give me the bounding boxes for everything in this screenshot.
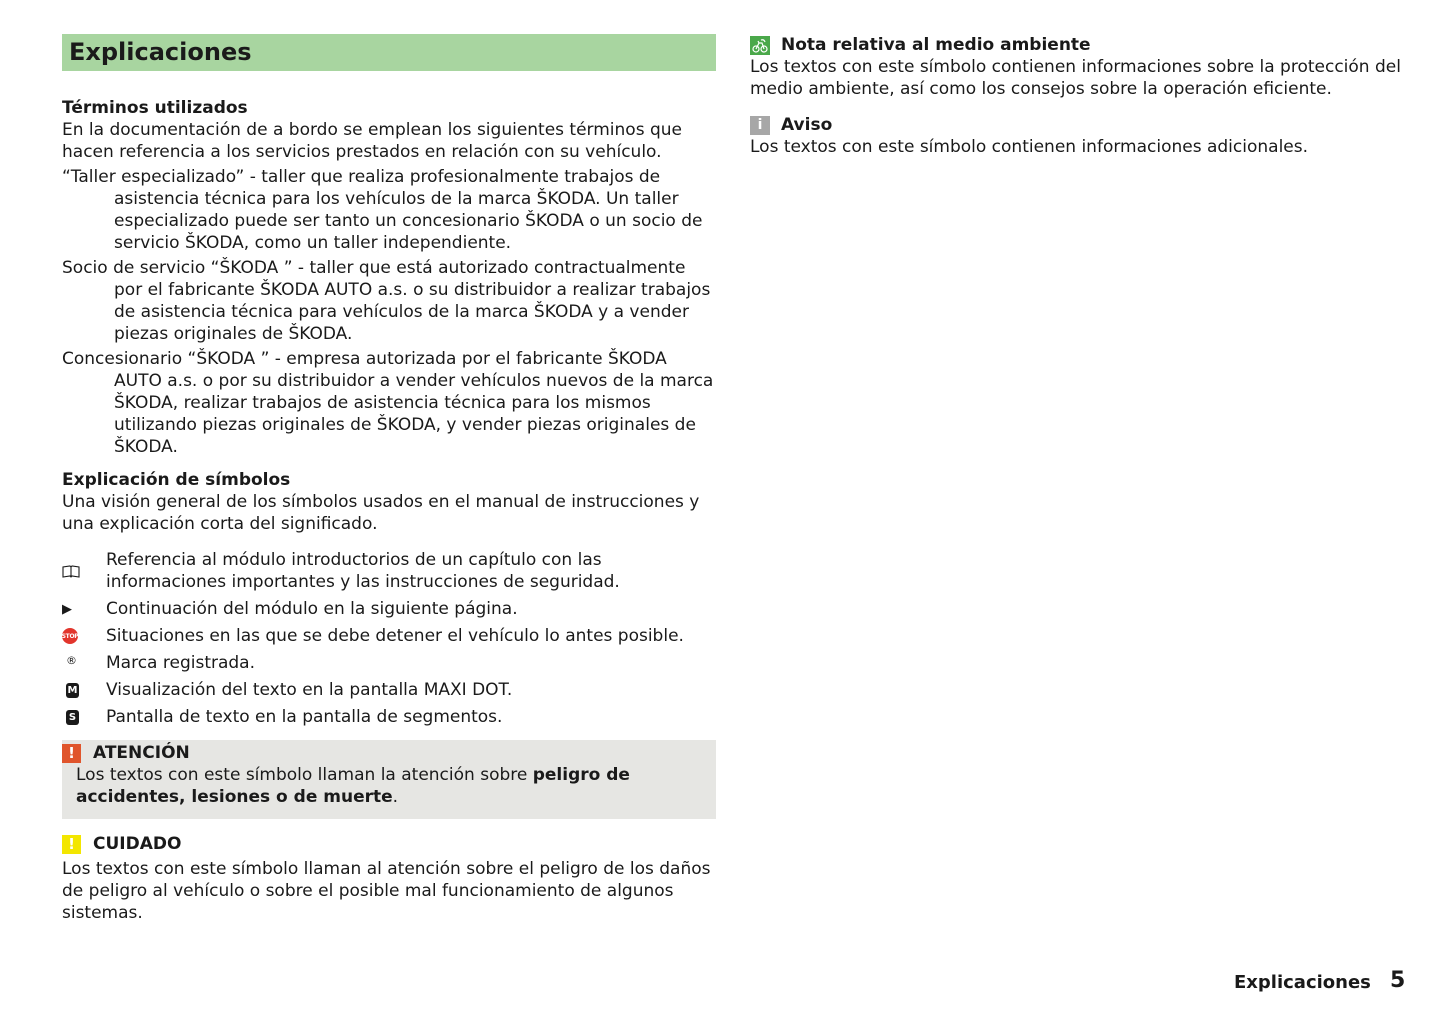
term-concesionario: Concesionario “ŠKODA ” - empresa autorizada por el fabricante ŠKODA AUTO a.s. o por su distribuidor a vender vehículos nuevos de la marca ŠKODA, realizar trabajos de asistencia técnica para los mismos utilizando piezas originales de ŠKODA, y vender piezas originales de ŠKODA.: [62, 349, 714, 457]
cuidado-title: CUIDADO: [93, 834, 182, 854]
registered-icon: ®: [66, 653, 77, 667]
symbol-text: Referencia al módulo introductorios de un capítulo con las informaciones importantes y las instrucciones de seguridad.: [106, 550, 620, 592]
stop-sign-icon: STOP: [62, 628, 78, 644]
environment-text: Los textos con este símbolo contienen informaciones sobre la protección del medio ambiente, así como los consejos sobre la operación eficiente.: [750, 57, 1401, 99]
symbols-heading: Explicación de símbolos: [62, 470, 291, 490]
terms-heading: Términos utilizados: [62, 98, 248, 118]
symbol-text: Continuación del módulo en la siguiente página.: [106, 599, 518, 619]
terms-intro: En la documentación de a bordo se emplean los siguientes términos que hacen referencia a los servicios prestados en relación con su vehículo.: [62, 120, 682, 162]
triangle-right-icon: ▶: [62, 601, 72, 617]
symbol-text: Pantalla de texto en la pantalla de segmentos.: [106, 707, 503, 727]
warning-icon: !: [62, 744, 81, 763]
symbols-list: [62, 549, 716, 728]
symbol-text: Marca registrada.: [106, 653, 255, 673]
environment-icon: [750, 36, 770, 55]
terms-list: [62, 166, 716, 458]
info-icon: i: [750, 116, 770, 135]
atencion-box: [62, 740, 716, 819]
aviso-note: [750, 114, 1410, 158]
atencion-text: Los textos con este símbolo llaman la atención sobre peligro de accidentes, lesiones o de muerte.: [76, 765, 630, 807]
symbol-row: [62, 652, 716, 674]
environment-note: [750, 34, 1410, 100]
right-column: [750, 34, 1410, 158]
aviso-text: Los textos con este símbolo contienen informaciones adicionales.: [750, 137, 1309, 157]
caution-icon: !: [62, 835, 81, 854]
symbols-intro: Una visión general de los símbolos usados en el manual de instrucciones y una explicación corta del significado.: [62, 492, 700, 534]
cuidado-text: Los textos con este símbolo llaman al atención sobre el peligro de los daños de peligro al vehículo o sobre el posible mal funcionamiento de algunos sistemas.: [62, 859, 711, 923]
segment-display-icon: S: [66, 710, 79, 725]
book-icon: [62, 565, 80, 578]
footer-section-label: Explicaciones: [1234, 972, 1371, 993]
term-taller-especializado: “Taller especializado” - taller que realiza profesionalmente trabajos de asistencia técnica para los vehículos de la marca ŠKODA. Un taller especializado puede ser tanto un concesionario ŠKODA o un socio de servicio ŠKODA, como un taller independiente.: [62, 167, 703, 253]
aviso-title: Aviso: [781, 115, 833, 135]
symbol-row: [62, 679, 716, 701]
left-column: [62, 34, 716, 924]
environment-title: Nota relativa al medio ambiente: [781, 35, 1091, 55]
page-title: Explicaciones: [62, 34, 716, 71]
symbol-row: [62, 598, 716, 620]
symbol-row: [62, 549, 716, 593]
page-number: 5: [1390, 968, 1406, 993]
atencion-title: ATENCIÓN: [93, 743, 190, 763]
symbol-text: Visualización del texto en la pantalla MAXI DOT.: [106, 680, 513, 700]
symbol-text: Situaciones en las que se debe detener el vehículo lo antes posible.: [106, 626, 684, 646]
maxi-dot-icon: M: [67, 684, 78, 696]
term-socio-servicio: Socio de servicio “ŠKODA ” - taller que está autorizado contractualmente por el fabricante ŠKODA AUTO a.s. o su distribuidor a realizar trabajos de asistencia técnica para vehículos de la marca ŠKODA y a vender piezas originales de ŠKODA.: [62, 258, 711, 344]
cuidado-box: [62, 833, 716, 924]
symbol-row: [62, 706, 716, 728]
symbol-row: [62, 625, 716, 647]
